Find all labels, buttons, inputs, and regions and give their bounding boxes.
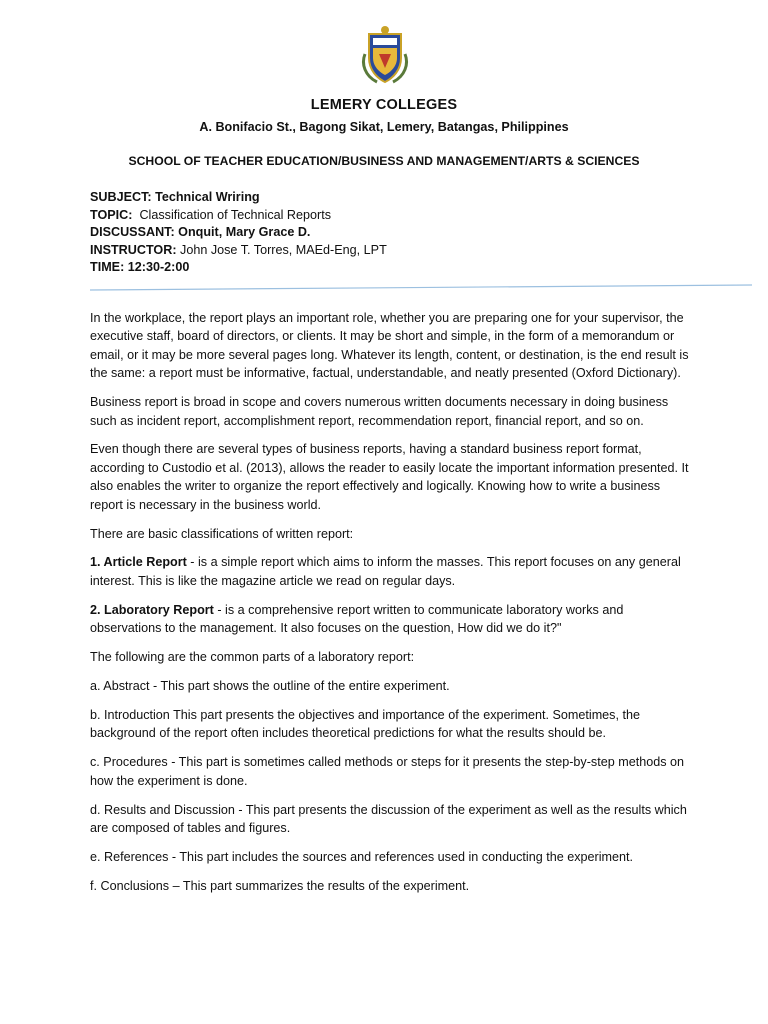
paragraph-article-report: 1. Article Report - is a simple report which aims to inform the masses. This report focuses on any general interest. This is like the magazine article we read on regular days. — [90, 555, 681, 588]
seal-icon — [357, 24, 413, 88]
paragraph-intro: In the workplace, the report plays an important role, whether you are preparing one for your supervisor, the executive staff, board of directors, or clients. It may be short and simple, in the form of a memorandum or email, or it may be more several pages long. Whatever its length, content, or destination, is the end result is the same: a report must be informative, factual, understandable, and neatly presented (Oxford Dictionary). — [90, 311, 689, 381]
list-item-introduction: b. Introduction This part presents the objectives and importance of the experiment. Sometimes, the background of the report often includes theoretical predictions for what the results should be. — [90, 707, 640, 741]
college-logo — [357, 24, 413, 88]
paragraph-business-report: Business report is broad in scope and covers numerous written documents necessary in doing business such as incident report, accomplishment report, recommendation report, financial report, and so on. — [90, 395, 669, 428]
paragraph-lab-parts-intro: The following are the common parts of a laboratory report: — [90, 650, 415, 665]
college-name: LEMERY COLLEGES — [310, 97, 458, 113]
divider-line — [90, 284, 752, 292]
list-item-conclusions: f. Conclusions – This part summarizes the results of the experiment. — [90, 878, 470, 893]
paragraph-classifications: There are basic classifications of written report: — [90, 526, 354, 541]
course-info — [90, 189, 387, 277]
paragraph-format: Even though there are several types of business reports, having a standard business report format, according to Custodio et al. (2013), allows the reader to easily locate the important information presented. It also enables the writer to organize the report effectively and logically. Knowing how to write a business report is necessary in the business world. — [90, 442, 689, 512]
list-item-results: d. Results and Discussion - This part presents the discussion of the experiment as well as the results which are composed of tables and figures. — [90, 802, 687, 835]
paragraph-laboratory-report: 2. Laboratory Report - is a comprehensive report written to communicate laboratory works and observations to the management. It also focuses on the question, How did we do it?" — [90, 602, 624, 636]
time-line: TIME: 12:30-2:00 — [90, 260, 190, 274]
instructor-line: INSTRUCTOR: John Jose T. Torres, MAEd-Eng, LPT — [90, 242, 387, 257]
list-item-references: e. References - This part includes the sources and references used in conducting the experiment. — [90, 849, 634, 864]
report-body — [90, 309, 690, 906]
discussant-line: DISCUSSANT: Onquit, Mary Grace D. — [90, 225, 311, 239]
topic-line: TOPIC: Classification of Technical Reports — [90, 207, 332, 222]
subject-line: SUBJECT: Technical Wriring — [90, 190, 260, 204]
college-address: A. Bonifacio St., Bagong Sikat, Lemery, Batangas, Philippines — [199, 120, 569, 134]
list-item-procedures: c. Procedures - This part is sometimes called methods or steps for it presents the step-by-step methods on how the experiment is done. — [90, 755, 685, 788]
list-item-abstract: a. Abstract - This part shows the outline of the entire experiment. — [90, 679, 450, 693]
school-departments: SCHOOL OF TEACHER EDUCATION/BUSINESS AND MANAGEMENT/ARTS & SCIENCES — [128, 154, 640, 168]
